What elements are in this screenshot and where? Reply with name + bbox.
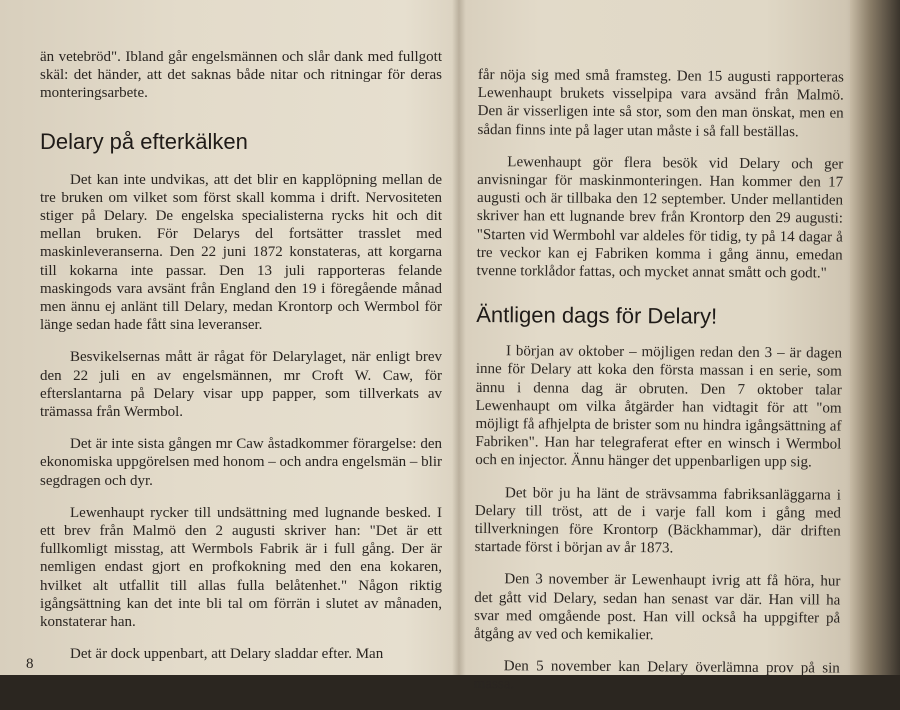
section-heading-antligen-dags: Äntligen dags för Delary! — [476, 302, 718, 329]
right-paragraph-5: Den 5 november kan Delary överlämna prov på sin massa. — [473, 658, 840, 693]
right-paragraph-4: Den 3 november är Lewenhaupt ivrig att få höra, hur det gått vid Delary, sedan han senast var där. Han vill ha svar med omgående post. Han vill också ha uppgifter på åtgång av ved och kemikalier. — [473, 571, 841, 644]
left-paragraph-5: Det är dock uppenbart, att Delary sladdar efter. Man — [70, 646, 384, 663]
right-paragraph-1: Lewenhaupt gör flera besök vid Delary och ger anvisningar för maskinmonteringen. Han kommer den 17 augusti och är tillbaka den 12 september. Under mellantiden skriver han ett lugnande brev från Krontorp den 29 augusti: "Starten vid Wermbohl var aldeles för tidig, ty på 14 dagar å tre veckor kan ej Fabriken komma i gång ännu, emedan tvenne torklådor fattas, och mycket annat smått och godt." — [476, 154, 844, 282]
left-paragraph-4: Lewenhaupt rycker till undsättning med lugnande besked. I ett brev från Malmö den 2 augusti skriver han: "Det är ett fullkomligt misstag, att Wermbols Fabrik är i full gång. Der är nemligen endast gjort en profkokning med den ena kokaren, hvilket alt utfallit till allas fulla belåtenhet." Någon riktig igångsättning kan det inte bli tal om förrän i slutet av månaden, konstaterar han. — [40, 504, 442, 631]
book-gutter — [452, 0, 466, 675]
left-paragraph-1: Det kan inte undvikas, att det blir en kapplöpning mellan de tre bruken om vilket som först skall komma i drift. Nervositeten stiger på Delary. De engelska specialisterna rycks hit och dit mellan bruken. För Delarys del fortsätter trasslet med maskinleveranserna. Den 22 juni 1872 konstateras, att korgarna till kokarna inte passar. Den 13 juli rapporteras felande maskingods vara avsänt från England den 19 i föregående månad men ännu ej anlänt till Delary, medan Krontorp och Wermbol för länge sedan hade fått sina leveranser. — [40, 171, 442, 334]
right-continuation-paragraph: får nöja sig med små framsteg. Den 15 augusti rapporteras Lewenhaupt brukets visselpipa vara avsänd från Malmö. Den är visserligen inte så stor, som den man önskat, men en sådan finns inte på lager utan måste i så fall beställas. — [477, 66, 844, 140]
page-edge — [850, 0, 900, 675]
left-continuation-paragraph: än vetebröd". Ibland går engelsmännen och slår dank med fullgott skäl: det händer, att det saknas både nitar och ritningar för deras monteringsarbete. — [40, 49, 442, 102]
right-column — [474, 66, 844, 710]
right-paragraph-2: I början av oktober – möjligen redan den 3 – är dagen inne för Delary att koka den första massan i en serie, som ännu i denna dag är obruten. Den 7 oktober talar Lewenhaupt om vilka åtgärder han vidtagit för att "om möjligt få afhjelpta de brister som nu hindra igångsättning af Fabriken". Han har telegraferat efter en winsch i Wermbol och en injector. Ännu hänger det uppenbarligen upp sig. — [475, 343, 843, 471]
left-paragraph-2: Besvikelsernas mått är rågat för Delarylaget, när enligt brev den 22 juli en av engelsmännen, mr Croft W. Caw, för efterslantarna på Delary visar upp papper, som tillverkats av trämassa från Wermbol. — [40, 349, 442, 421]
right-paragraph-3: Det bör ju ha länt de strävsamma fabriksanläggarna i Delary till tröst, att de i varje fall kom i gång med tillverkningen före Krontorp (Bäckhammar), där driften startade först i början av år 1873. — [474, 484, 842, 557]
left-column — [40, 48, 442, 677]
left-paragraph-3: Det är inte sista gången mr Caw åstadkommer förargelse: den ekonomiska uppgörelsen med honom – och andra engelsmän – blir segdragen och dyr. — [40, 436, 442, 489]
page-number: 8 — [26, 656, 34, 672]
section-heading-delary-efterkalken: Delary på efterkälken — [40, 128, 248, 154]
